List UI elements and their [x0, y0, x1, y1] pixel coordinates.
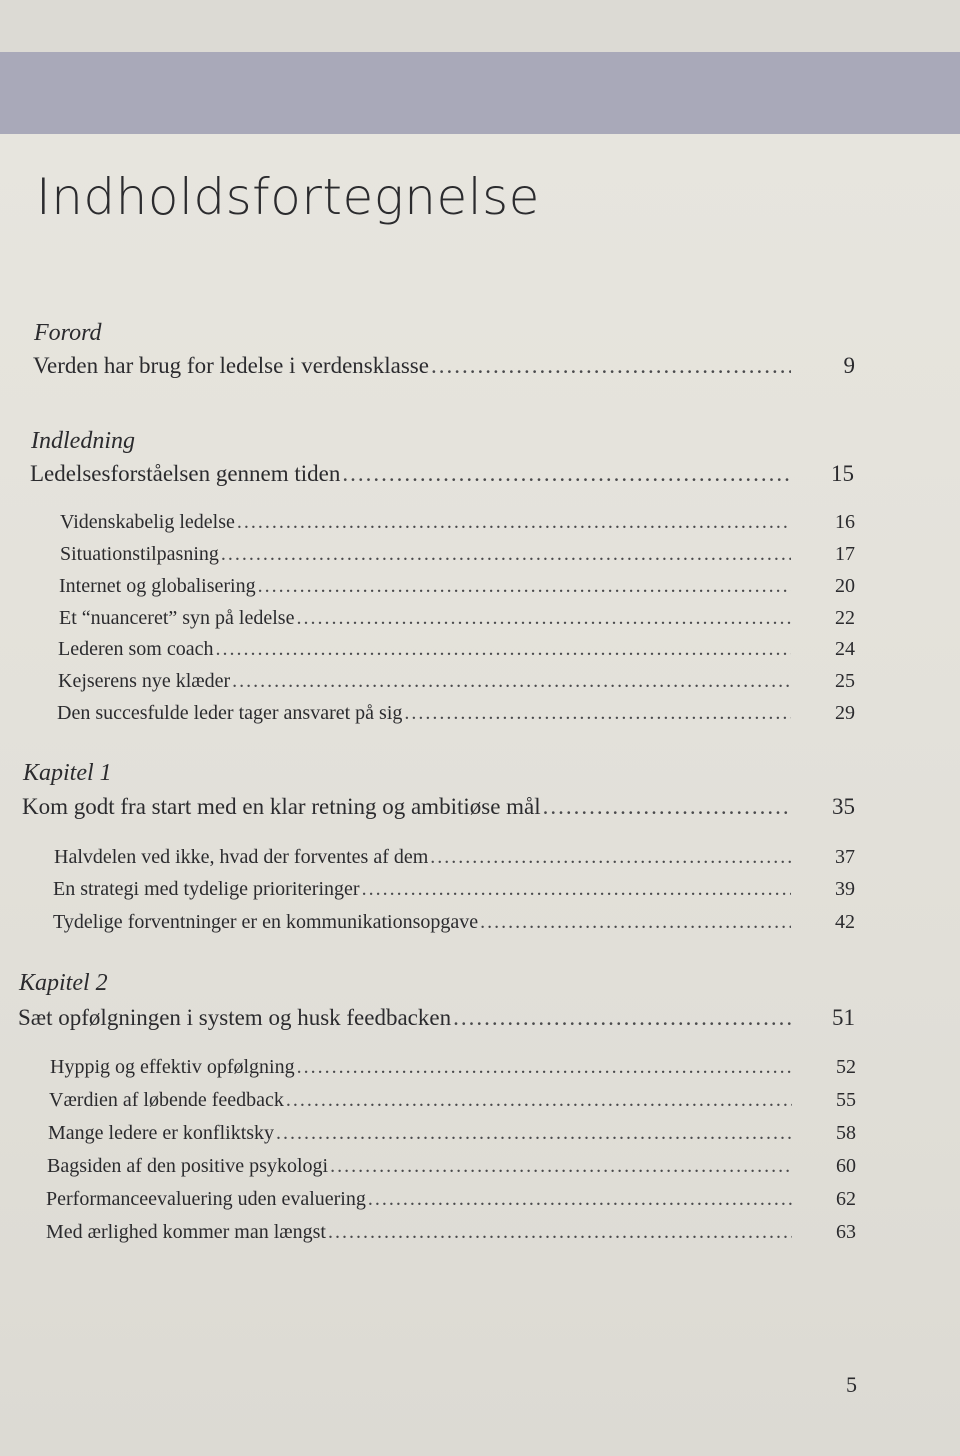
- toc-entry-page: 9: [843, 353, 855, 378]
- toc-entry[interactable]: [50, 1056, 856, 1079]
- page-number: 5: [846, 1372, 857, 1397]
- dot-leader: [404, 702, 791, 725]
- toc-entry-page: 29: [835, 702, 855, 724]
- toc-entry-title: Performanceevaluering uden evaluering: [46, 1188, 366, 1210]
- toc-entry-title: En strategi med tydelige prioriteringer: [53, 878, 360, 900]
- toc-entry[interactable]: [53, 878, 855, 901]
- toc-entry-title: Situationstilpasning: [60, 543, 219, 565]
- dot-leader: [342, 461, 790, 487]
- dot-leader: [362, 878, 791, 901]
- dot-leader: [543, 794, 791, 820]
- dot-leader: [215, 638, 791, 661]
- toc-entry[interactable]: [53, 911, 855, 934]
- page-top-margin: [0, 0, 960, 52]
- toc-entry-page: 39: [835, 878, 855, 900]
- toc-entry-title: Med ærlighed kommer man længst: [46, 1221, 326, 1243]
- toc-entry-title: Et “nuanceret” syn på ledelse: [59, 607, 295, 629]
- dot-leader: [232, 670, 791, 693]
- toc-entry-page: 20: [835, 575, 855, 597]
- toc-entry-page: 52: [836, 1056, 856, 1078]
- dot-leader: [431, 353, 791, 379]
- toc-entry[interactable]: [60, 511, 855, 534]
- dot-leader: [430, 846, 791, 869]
- dot-leader: [221, 543, 791, 566]
- toc-entry-main[interactable]: [18, 1005, 855, 1031]
- toc-entry-title: Kejserens nye klæder: [58, 670, 231, 692]
- header-band: [0, 52, 960, 134]
- toc-entry-page: 37: [835, 846, 855, 868]
- dot-leader: [258, 575, 791, 598]
- toc-entry[interactable]: [49, 1089, 856, 1112]
- toc-entry-page: 60: [836, 1155, 856, 1177]
- toc-entry-title: Ledelsesforståelsen gennem tiden: [30, 461, 341, 486]
- dot-leader: [480, 911, 791, 934]
- toc-entry[interactable]: [60, 543, 855, 566]
- toc-entry-page: 16: [835, 511, 855, 533]
- toc-entry-title: Hyppig og effektiv opfølgning: [50, 1056, 295, 1078]
- toc-entry-title: Videnskabelig ledelse: [60, 511, 235, 533]
- toc-entry-title: Mange ledere er konfliktsky: [48, 1122, 275, 1144]
- toc-entry[interactable]: [46, 1188, 856, 1211]
- section-label-indledning: Indledning: [31, 428, 135, 454]
- toc-entry-main[interactable]: [22, 794, 855, 820]
- toc-entry-page: 25: [835, 670, 855, 692]
- toc-entry[interactable]: [48, 1122, 856, 1145]
- toc-entry-main[interactable]: [30, 461, 854, 487]
- dot-leader: [330, 1155, 792, 1178]
- toc-entry-title: Bagsiden af den positive psykologi: [47, 1155, 329, 1177]
- toc-entry-title: Lederen som coach: [58, 638, 214, 660]
- dot-leader: [453, 1005, 791, 1031]
- toc-entry[interactable]: [58, 670, 855, 693]
- toc-entry[interactable]: [58, 638, 855, 661]
- toc-entry-page: 17: [835, 543, 855, 565]
- dot-leader: [328, 1221, 792, 1244]
- toc-entry[interactable]: [54, 846, 855, 869]
- toc-entry-title: Kom godt fra start med en klar retning og ambitiøse mål: [22, 794, 541, 819]
- toc-entry-page: 63: [836, 1221, 856, 1243]
- toc-entry-page: 55: [836, 1089, 856, 1111]
- dot-leader: [296, 607, 791, 630]
- toc-entry-title: Verden har brug for ledelse i verdensklasse: [33, 353, 429, 378]
- section-label-kapitel-2: Kapitel 2: [19, 970, 108, 996]
- dot-leader: [237, 511, 791, 534]
- toc-entry[interactable]: [59, 575, 855, 598]
- toc-entry[interactable]: [59, 607, 855, 630]
- dot-leader: [368, 1188, 792, 1211]
- toc-entry-page: 42: [835, 911, 855, 933]
- toc-entry-title: Tydelige forventninger er en kommunikationsopgave: [53, 911, 479, 933]
- toc-entry-main[interactable]: [33, 353, 855, 379]
- toc-entry-page: 15: [831, 461, 854, 486]
- dot-leader: [297, 1056, 792, 1079]
- toc-entry-title: Internet og globalisering: [59, 575, 256, 597]
- toc-entry-title: Værdien af løbende feedback: [49, 1089, 284, 1111]
- toc-entry[interactable]: [46, 1221, 856, 1244]
- toc-entry-page: 62: [836, 1188, 856, 1210]
- section-label-forord: Forord: [34, 320, 102, 346]
- toc-entry-page: 24: [835, 638, 855, 660]
- toc-entry-page: 51: [832, 1005, 855, 1030]
- page-title: Indholdsfortegnelse: [36, 168, 540, 226]
- toc-entry-page: 22: [835, 607, 855, 629]
- section-label-kapitel-1: Kapitel 1: [23, 760, 112, 786]
- toc-entry[interactable]: [47, 1155, 856, 1178]
- toc-entry-title: Halvdelen ved ikke, hvad der forventes af dem: [54, 846, 429, 868]
- dot-leader: [286, 1089, 792, 1112]
- toc-entry[interactable]: [57, 702, 855, 725]
- dot-leader: [276, 1122, 792, 1145]
- toc-entry-page: 35: [832, 794, 855, 819]
- toc-entry-page: 58: [836, 1122, 856, 1144]
- toc-entry-title: Sæt opfølgningen i system og husk feedbacken: [18, 1005, 452, 1030]
- toc-entry-title: Den succesfulde leder tager ansvaret på sig: [57, 702, 403, 724]
